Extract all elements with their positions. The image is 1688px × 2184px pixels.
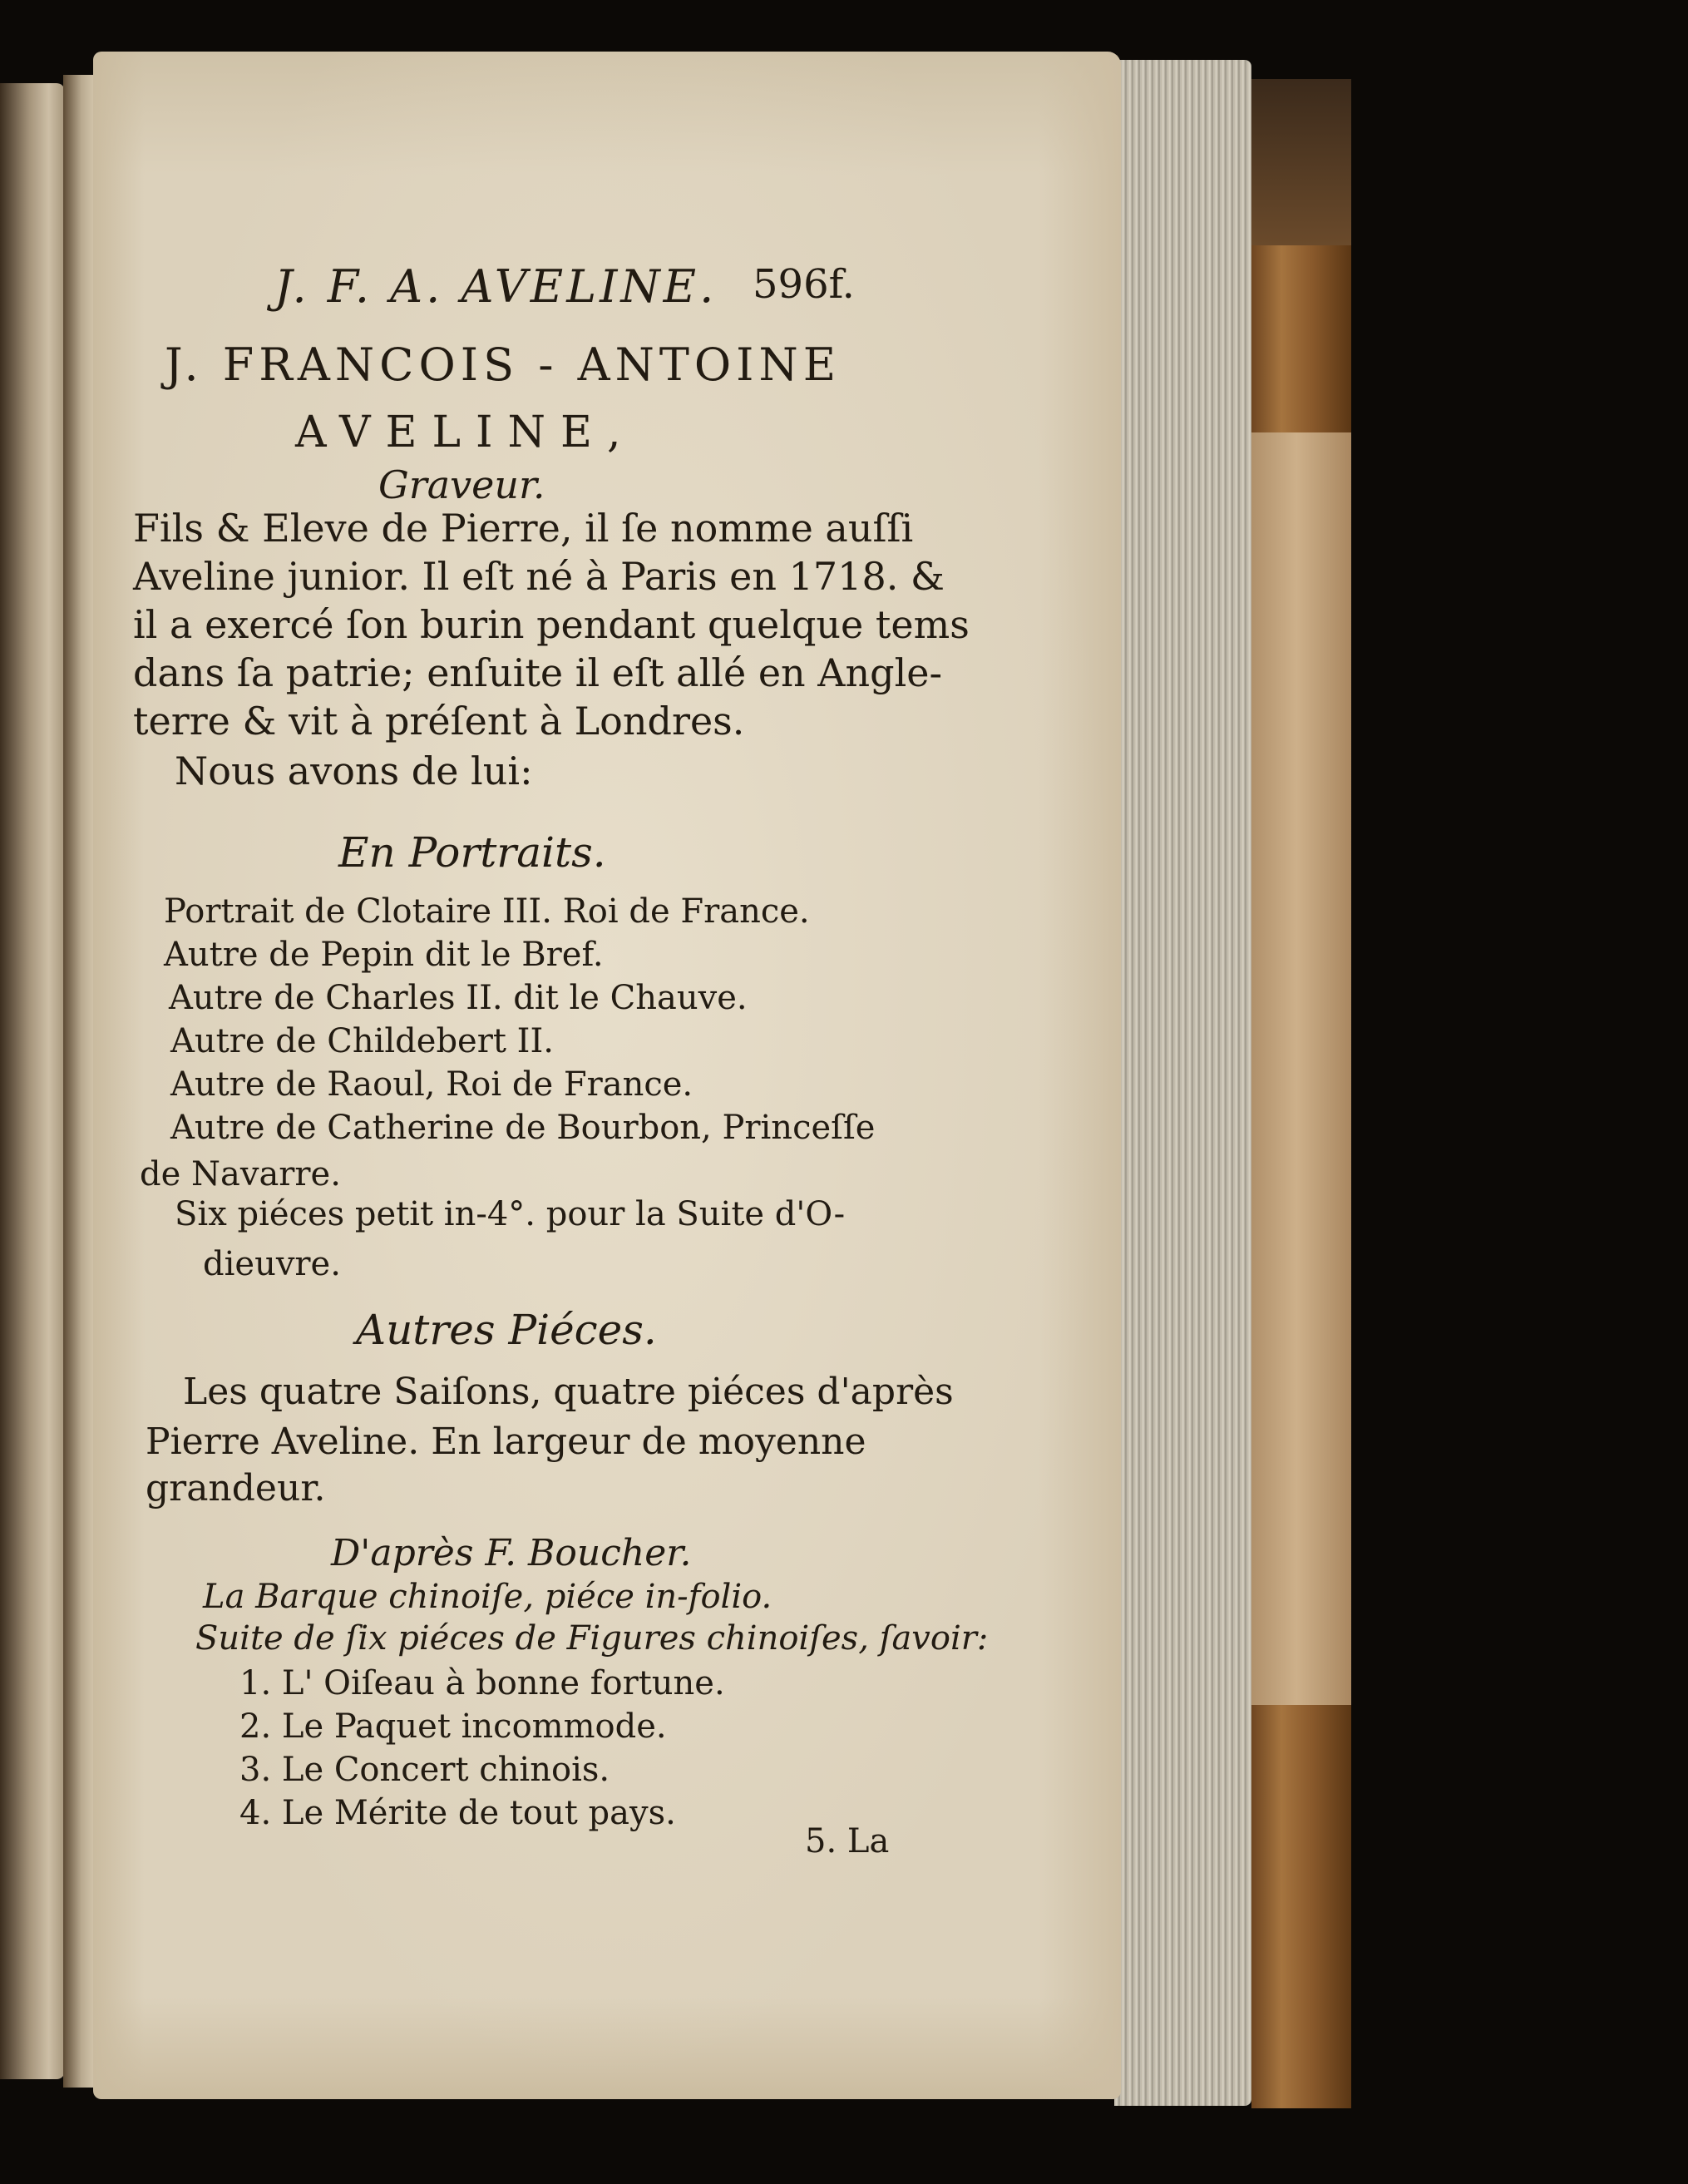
intro-line: terre & vit à préſent à Londres.	[133, 699, 745, 744]
list-item: 4. Le Mérite de tout pays.	[239, 1794, 676, 1832]
entry-title: J. FRANCOIS - ANTOINE	[165, 338, 842, 391]
portrait-item: Six piéces petit in-4°. pour la Suite d'O-	[175, 1195, 846, 1233]
page-number: 596f.	[753, 261, 855, 308]
intro-line: il a exercé ſon burin pendant quelque tems	[133, 602, 970, 647]
running-head: J. F. A. AVELINE.	[274, 260, 718, 313]
list-item: 3. Le Concert chinois.	[239, 1751, 610, 1789]
cover-board-paper	[1251, 432, 1351, 1705]
entry-surname: AVELINE,	[295, 408, 636, 457]
portrait-item: Autre de Catherine de Bourbon, Princeſſe	[170, 1109, 876, 1147]
cover-board-top	[1251, 79, 1351, 245]
autres-line: Les quatre Saiſons, quatre piéces d'après	[183, 1371, 954, 1413]
portrait-item: Autre de Charles II. dit le Chauve.	[169, 979, 748, 1017]
portrait-item: de Navarre.	[140, 1155, 341, 1193]
portrait-item: Autre de Pepin dit le Bref.	[164, 936, 604, 974]
portrait-item: dieuvre.	[203, 1245, 341, 1283]
list-item: 2. Le Paquet incommode.	[239, 1707, 667, 1746]
intro-line: Nous avons de lui:	[175, 749, 533, 793]
book-gutter	[63, 75, 96, 2088]
page-block-edge	[1114, 60, 1251, 2106]
portrait-item: Autre de Raoul, Roi de France.	[170, 1065, 693, 1104]
intro-line: Aveline junior. Il eſt né à Paris en 1718. &	[133, 554, 945, 599]
autres-line: Pierre Aveline. En largeur de moyenne	[146, 1421, 866, 1463]
subheading-boucher: D'après F. Boucher.	[331, 1532, 692, 1574]
facing-page-edge	[0, 83, 65, 2079]
section-heading-autres: Autres Piéces.	[356, 1306, 657, 1354]
portrait-item: Autre de Childebert II.	[170, 1022, 554, 1060]
boucher-line: Suite de ſix piéces de Figures chinoiſes, ſavoir:	[195, 1619, 989, 1658]
intro-line: dans ſa patrie; enſuite il eſt allé en Angle-	[133, 650, 943, 695]
entry-role: Graveur.	[378, 462, 545, 507]
portrait-item: Portrait de Clotaire III. Roi de France.	[164, 892, 810, 931]
list-item: 1. L' Oiſeau à bonne fortune.	[239, 1664, 725, 1702]
catchword: 5. La	[805, 1822, 890, 1860]
boucher-line: La Barque chinoiſe, piéce in-folio.	[203, 1578, 772, 1616]
autres-line: grandeur.	[146, 1467, 326, 1510]
intro-line: Fils & Eleve de Pierre, il ſe nomme auſſi	[133, 506, 914, 551]
section-heading-portraits: En Portraits.	[338, 828, 606, 877]
